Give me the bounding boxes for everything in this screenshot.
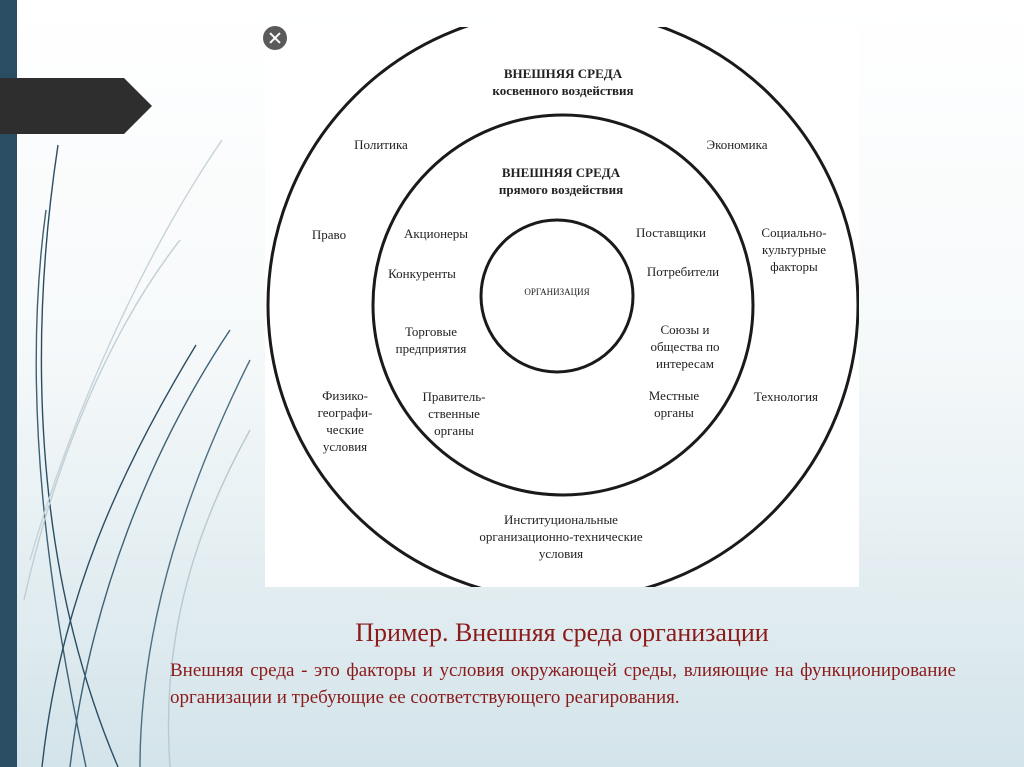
outer-title-line2: косвенного воздействия — [492, 83, 634, 98]
factor-torg-line2: предприятия — [395, 341, 467, 356]
factor-postavshchiki: Поставщики — [636, 225, 706, 240]
close-icon[interactable] — [263, 26, 287, 50]
center-label: ОРГАНИЗАЦИЯ — [524, 287, 590, 297]
factor-phys-line1: Физико- — [322, 388, 368, 403]
slide-description: Внешняя среда - это факторы и условия окружающей среды, влияющие на функционирование организации и требующие ее соответствующего реагирования. — [170, 660, 956, 708]
factor-tech: Технология — [753, 389, 819, 404]
factor-politika: Политика — [354, 137, 408, 152]
factor-prav-line1: Правитель- — [422, 389, 486, 404]
factor-ekonomika: Экономика — [706, 137, 768, 152]
factor-phys-line4: условия — [322, 439, 368, 454]
factor-soyuzy-line3: интересам — [656, 356, 714, 371]
environment-diagram — [265, 27, 859, 587]
inner-title-line2: прямого воздействия — [498, 182, 624, 197]
factor-prav-line2: ственные — [428, 406, 480, 421]
factor-konkurenty: Конкуренты — [388, 266, 456, 281]
factor-mest-line1: Местные — [648, 388, 700, 403]
factor-social-line2: культурные — [762, 242, 826, 257]
factor-prav-line3: органы — [434, 423, 474, 438]
outer-circle — [268, 27, 858, 587]
factor-soyuzy-line2: общества по — [650, 339, 720, 354]
factor-inst-line1: Институциональные — [504, 512, 618, 527]
factor-potrebiteli: Потребители — [646, 264, 720, 279]
factor-inst-line2: организационно-технические — [479, 529, 643, 544]
slide-caption: Пример. Внешняя среда организации — [355, 618, 769, 647]
factor-pravo: Право — [311, 227, 347, 242]
outer-title-line1: ВНЕШНЯЯ СРЕДА — [503, 66, 623, 81]
factor-mest-line2: органы — [654, 405, 694, 420]
title-banner-shape — [0, 78, 152, 134]
factor-social-line3: факторы — [770, 259, 818, 274]
factor-soyuzy-line1: Союзы и — [660, 322, 710, 337]
factor-phys-line2: географи- — [317, 405, 373, 420]
factor-phys-line3: ческие — [326, 422, 364, 437]
factor-social-line1: Социально- — [761, 225, 827, 240]
diagram-image — [265, 27, 859, 587]
factor-inst-line3: условия — [538, 546, 584, 561]
inner-title-line1: ВНЕШНЯЯ СРЕДА — [501, 165, 621, 180]
factor-aktsionery: Акционеры — [403, 226, 469, 241]
factor-torg-line1: Торговые — [404, 324, 458, 339]
